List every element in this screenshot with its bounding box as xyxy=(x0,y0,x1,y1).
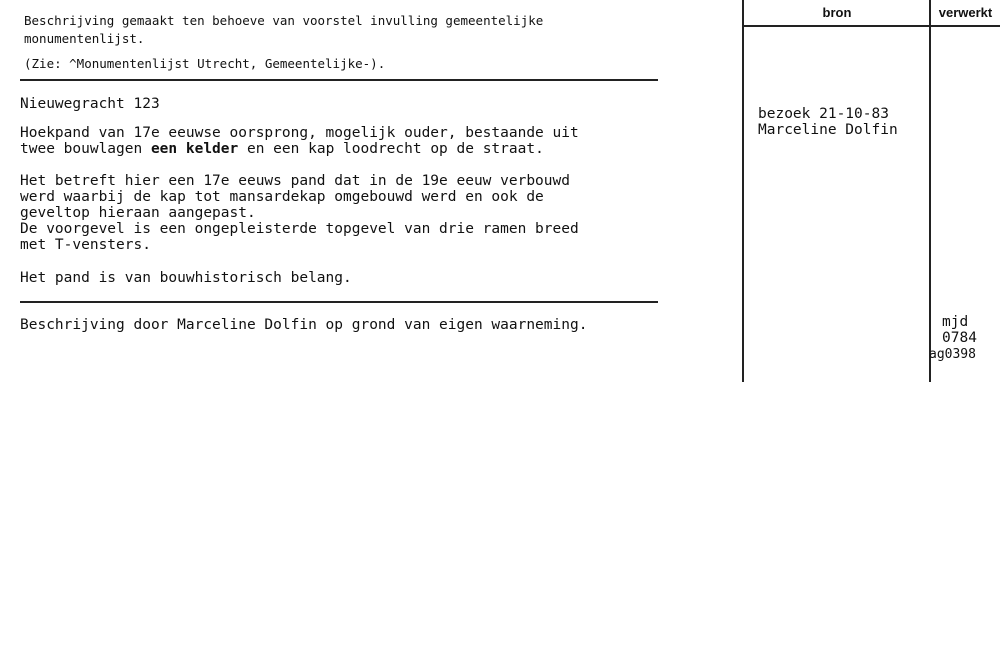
verwerkt-column-left-border xyxy=(929,0,931,382)
p1-text-b: en een kap loodrecht op de straat. xyxy=(238,141,544,157)
bron-column-left-border xyxy=(742,0,744,382)
paragraph-3: Het pand is van bouwhistorisch belang. xyxy=(20,270,352,286)
column-header-bron: bron xyxy=(822,5,852,20)
bottom-divider xyxy=(20,301,658,303)
address-title: Nieuwegracht 123 xyxy=(20,96,160,112)
paragraph-1-line-2 xyxy=(20,141,544,157)
intro-line-2: monumentenlijst. xyxy=(24,31,145,46)
footer-note: Beschrijving door Marceline Dolfin op grond van eigen waarneming. xyxy=(20,317,588,333)
paragraph-2-line-1: Het betreft hier een 17e eeuws pand dat in de 19e eeuw verbouwd xyxy=(20,173,570,189)
intro-line-1: Beschrijving gemaakt ten behoeve van voorstel invulling gemeentelijke xyxy=(24,13,544,28)
header-underline xyxy=(742,25,1000,27)
verwerkt-code-3: ag0398 xyxy=(929,347,976,362)
bron-name: Marceline Dolfin xyxy=(758,122,898,138)
paragraph-1-line-1: Hoekpand van 17e eeuwse oorsprong, mogelijk ouder, bestaande uit xyxy=(20,125,579,141)
verwerkt-code-1: mjd xyxy=(942,314,969,330)
paragraph-2-line-2: werd waarbij de kap tot mansardekap omgebouwd werd en ook de xyxy=(20,189,544,205)
paragraph-2-line-4: De voorgevel is een ongepleisterde topgevel van drie ramen breed xyxy=(20,221,579,237)
verwerkt-code-2: 0784 xyxy=(942,330,977,346)
column-header-verwerkt: verwerkt xyxy=(938,5,993,20)
bron-visit: bezoek 21-10-83 xyxy=(758,106,889,122)
top-divider xyxy=(20,79,658,81)
reference-line: (Zie: ^Monumentenlijst Utrecht, Gemeentelijke-). xyxy=(24,56,386,71)
p1-text-bold: een kelder xyxy=(150,141,239,157)
p1-text-a: twee bouwlagen xyxy=(20,141,151,157)
paragraph-2-line-3: geveltop hieraan aangepast. xyxy=(20,205,256,221)
paragraph-2-line-5: met T-vensters. xyxy=(20,237,151,253)
